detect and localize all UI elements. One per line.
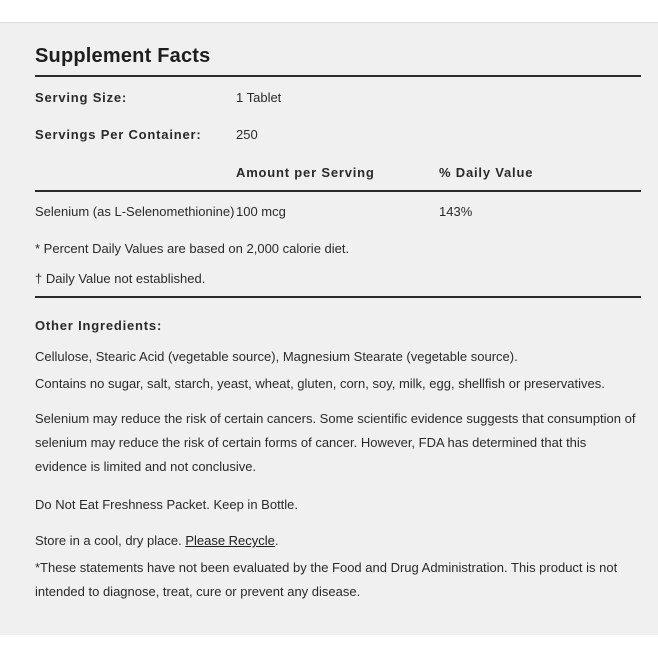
footnote-divider [35,296,641,298]
panel-title: Supplement Facts [35,45,211,67]
other-ingredients-list: Cellulose, Stearic Acid (vegetable source), Magnesium Stearate (vegetable source). [35,349,518,364]
nutrient-daily-value: 143% [439,204,473,219]
title-divider [35,75,641,77]
dagger-footnote: † Daily Value not established. [35,271,206,286]
serving-size-label: Serving Size: [35,90,128,105]
percent-dv-footnote: * Percent Daily Values are based on 2,000 calorie diet. [35,241,350,256]
daily-value-header: % Daily Value [439,165,534,180]
storage-instructions [35,533,279,548]
other-ingredients-heading: Other Ingredients: [35,318,163,333]
please-recycle-link[interactable]: Please Recycle [185,533,275,548]
nutrient-amount: 100 mcg [236,204,286,219]
servings-per-container-value: 250 [236,127,258,142]
header-divider [35,190,641,192]
fda-disclaimer: *These statements have not been evaluated by the Food and Drug Administration. This product is not intended to diagnose, treat, cure or prevent any disease. [35,560,618,599]
amount-per-serving-header: Amount per Serving [236,165,375,180]
servings-per-container-label: Servings Per Container: [35,127,202,142]
contains-no-statement: Contains no sugar, salt, starch, yeast, wheat, gluten, corn, soy, milk, egg, shellfish or preservatives. [35,376,605,391]
storage-text: Store in a cool, dry place. [35,533,186,548]
health-claim: Selenium may reduce the risk of certain cancers. Some scientific evidence suggests that consumption of selenium may reduce the risk of certain forms of cancer. However, FDA has determined that this evidence is limited and not conclusive. [35,411,636,474]
supplement-facts-panel [0,22,658,635]
nutrient-name: Selenium (as L-Selenomethionine) [35,204,235,219]
freshness-warning: Do Not Eat Freshness Packet. Keep in Bottle. [35,497,299,512]
serving-size-value: 1 Tablet [236,90,282,105]
storage-end: . [274,533,279,548]
